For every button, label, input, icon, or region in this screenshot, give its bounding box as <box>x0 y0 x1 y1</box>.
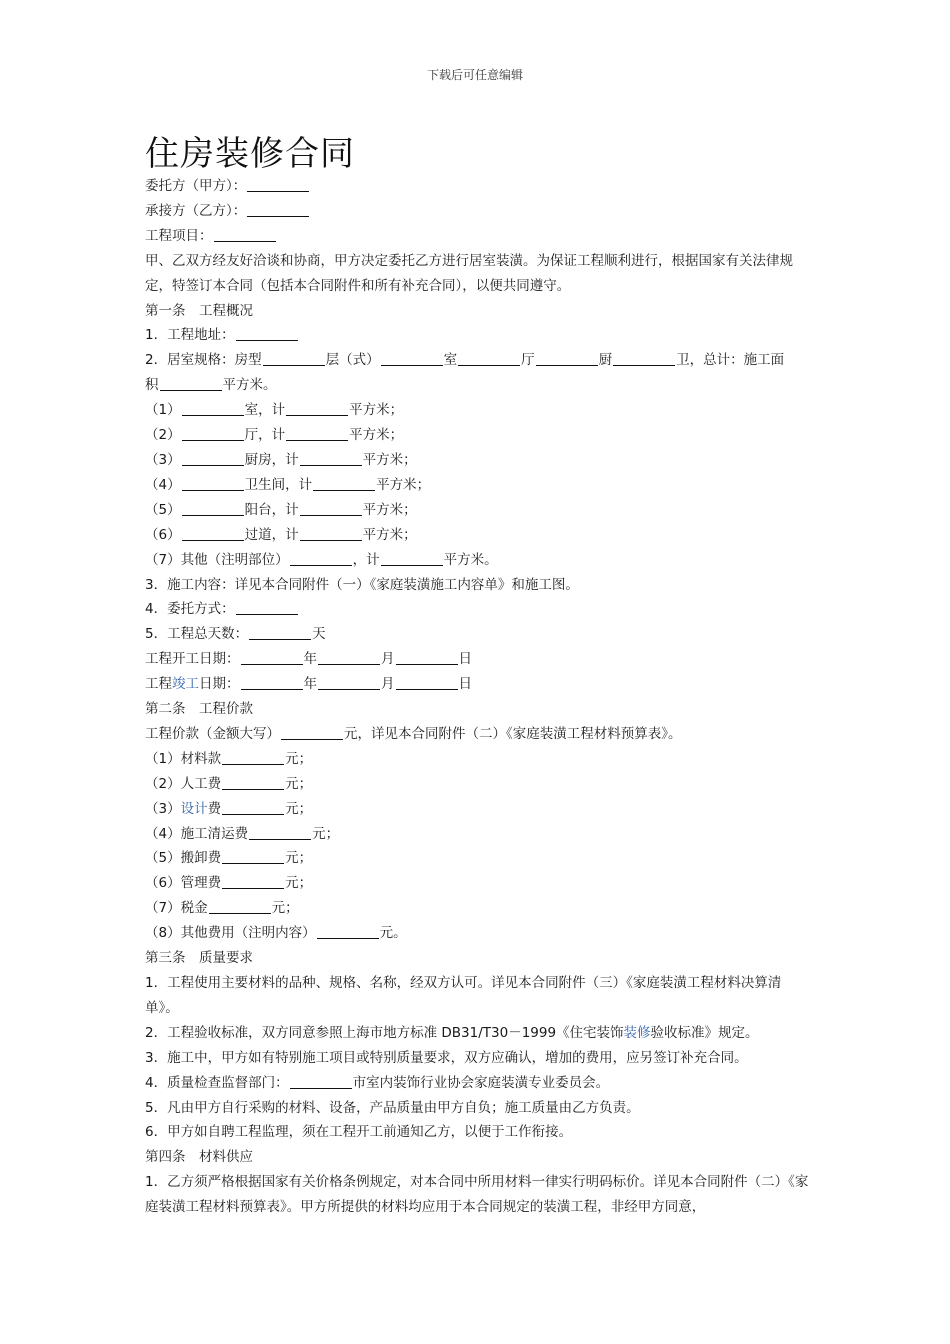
blank-field[interactable] <box>236 598 298 615</box>
quality-item-6: 6．甲方如自聘工程监理，须在工程开工前通知乙方，以便于工作衔接。 <box>145 1124 573 1141</box>
blank-field[interactable] <box>286 424 348 441</box>
fee-item: （8）其他费用（注明内容） 元。 <box>145 921 813 946</box>
room-item: （1） 室，计 平方米； <box>145 398 813 423</box>
decoration-link[interactable]: 装修 <box>623 1024 651 1041</box>
price-line: 工程价款（金额大写） 元，详见本合同附件（二）《家庭装潢工程材料预算表》。 <box>145 722 813 747</box>
blank-field[interactable] <box>236 324 298 341</box>
blank-field[interactable] <box>247 200 309 217</box>
party-a-line: 委托方（甲方）： <box>145 174 813 199</box>
article-3-heading: 第三条 质量要求 <box>145 950 253 967</box>
blank-field[interactable] <box>290 1072 352 1089</box>
project-line: 工程项目： <box>145 224 813 249</box>
blank-field[interactable] <box>286 399 348 416</box>
room-item: （4） 卫生间，计 平方米； <box>145 473 813 498</box>
page-header: 下载后可任意编辑 <box>426 68 523 82</box>
room-item: （6） 过道，计 平方米； <box>145 523 813 548</box>
blank-field[interactable] <box>263 349 325 366</box>
intro-paragraph: 甲、乙双方经友好洽谈和协商，甲方决定委托乙方进行居室装潢。为保证工程顺利进行，根据国家有关法律规定，特签订本合同（包括本合同附件和所有补充合同），以便共同遵守。 <box>145 252 793 294</box>
blank-field[interactable] <box>300 449 362 466</box>
blank-field[interactable] <box>249 623 311 640</box>
total-days-line: 5．工程总天数： 天 <box>145 622 813 647</box>
article-1-heading: 第一条 工程概况 <box>145 302 253 319</box>
blank-field[interactable] <box>160 374 222 391</box>
commission-method-line: 4．委托方式： <box>145 597 813 622</box>
fee-item: （7）税金 元； <box>145 896 813 921</box>
blank-field[interactable] <box>182 424 244 441</box>
blank-field[interactable] <box>313 474 375 491</box>
document-title: 住房装修合同 <box>145 134 355 174</box>
blank-field[interactable] <box>458 349 520 366</box>
blank-field[interactable] <box>182 399 244 416</box>
room-item: （2） 厅，计 平方米； <box>145 423 813 448</box>
blank-field[interactable] <box>300 499 362 516</box>
quality-item-3: 3．施工中，甲方如有特别施工项目或特别质量要求，双方应确认，增加的费用，应另签订补充合同。 <box>145 1049 748 1066</box>
blank-field[interactable] <box>281 723 343 740</box>
fee-item: （3）设计费 元； <box>145 797 813 822</box>
blank-field[interactable] <box>249 823 311 840</box>
blank-field[interactable] <box>247 175 309 192</box>
blank-field[interactable] <box>222 748 284 765</box>
blank-field[interactable] <box>182 449 244 466</box>
construction-content-line: 3．施工内容：详见本合同附件（一）《家庭装潢施工内容单》和施工图。 <box>145 576 579 593</box>
room-spec-line: 2．居室规格：房型 层（式） 室 厅 厨 卫，总计：施工面 <box>145 348 813 373</box>
supply-item-1: 1．乙方须严格根据国家有关价格条例规定，对本合同中所用材料一律实行明码标价。详见本合同附件（二）《家庭装潢工程材料预算表》。甲方所提供的材料均应用于本合同规定的装潢工程，非经甲方同意， <box>145 1174 809 1216</box>
fee-item: （2）人工费 元； <box>145 772 813 797</box>
room-item: （5） 阳台，计 平方米； <box>145 498 813 523</box>
blank-field[interactable] <box>182 499 244 516</box>
blank-field[interactable] <box>396 648 458 665</box>
fee-item: （1）材料款 元； <box>145 747 813 772</box>
blank-field[interactable] <box>222 798 284 815</box>
blank-field[interactable] <box>290 549 352 566</box>
blank-field[interactable] <box>317 922 379 939</box>
blank-field[interactable] <box>182 524 244 541</box>
blank-field[interactable] <box>300 524 362 541</box>
design-link[interactable]: 设计 <box>180 800 208 817</box>
room-spec-line-cont: 积 平方米。 <box>145 373 813 398</box>
blank-field[interactable] <box>381 349 443 366</box>
quality-item-2: 2．工程验收标准，双方同意参照上海市地方标准 DB31/T30－1999《住宅装饰装修验收标准》规定。 <box>145 1024 759 1041</box>
article-4-heading: 第四条 材料供应 <box>145 1149 253 1166</box>
party-b-line: 承接方（乙方）： <box>145 199 813 224</box>
fee-item: （4）施工清运费 元； <box>145 822 813 847</box>
fee-item: （6）管理费 元； <box>145 871 813 896</box>
address-line: 1．工程地址： <box>145 323 813 348</box>
blank-field[interactable] <box>318 648 380 665</box>
end-date-line: 工程竣工日期： 年 月 日 <box>145 672 813 697</box>
contract-body <box>145 174 813 1220</box>
quality-item-4: 4．质量检查监督部门： 市室内装饰行业协会家庭装潢专业委员会。 <box>145 1071 813 1096</box>
start-date-line: 工程开工日期： 年 月 日 <box>145 647 813 672</box>
blank-field[interactable] <box>222 847 284 864</box>
room-item: （3） 厨房，计 平方米； <box>145 448 813 473</box>
article-2-heading: 第二条 工程价款 <box>145 701 253 718</box>
blank-field[interactable] <box>613 349 675 366</box>
quality-item-5: 5．凡由甲方自行采购的材料、设备，产品质量由甲方自负；施工质量由乙方负责。 <box>145 1099 640 1116</box>
blank-field[interactable] <box>209 897 271 914</box>
quality-item-1: 1．工程使用主要材料的品种、规格、名称，经双方认可。详见本合同附件（三）《家庭装潢工程材料决算清单》。 <box>145 975 782 1016</box>
room-item-other: （7）其他（注明部位） ，计 平方米。 <box>145 548 813 573</box>
blank-field[interactable] <box>222 773 284 790</box>
blank-field[interactable] <box>396 673 458 690</box>
fee-item: （5）搬卸费 元； <box>145 846 813 871</box>
blank-field[interactable] <box>318 673 380 690</box>
blank-field[interactable] <box>381 549 443 566</box>
blank-field[interactable] <box>182 474 244 491</box>
blank-field[interactable] <box>241 673 303 690</box>
blank-field[interactable] <box>536 349 598 366</box>
completion-link[interactable]: 竣工 <box>172 676 199 693</box>
blank-field[interactable] <box>214 225 276 242</box>
blank-field[interactable] <box>241 648 303 665</box>
blank-field[interactable] <box>222 872 284 889</box>
